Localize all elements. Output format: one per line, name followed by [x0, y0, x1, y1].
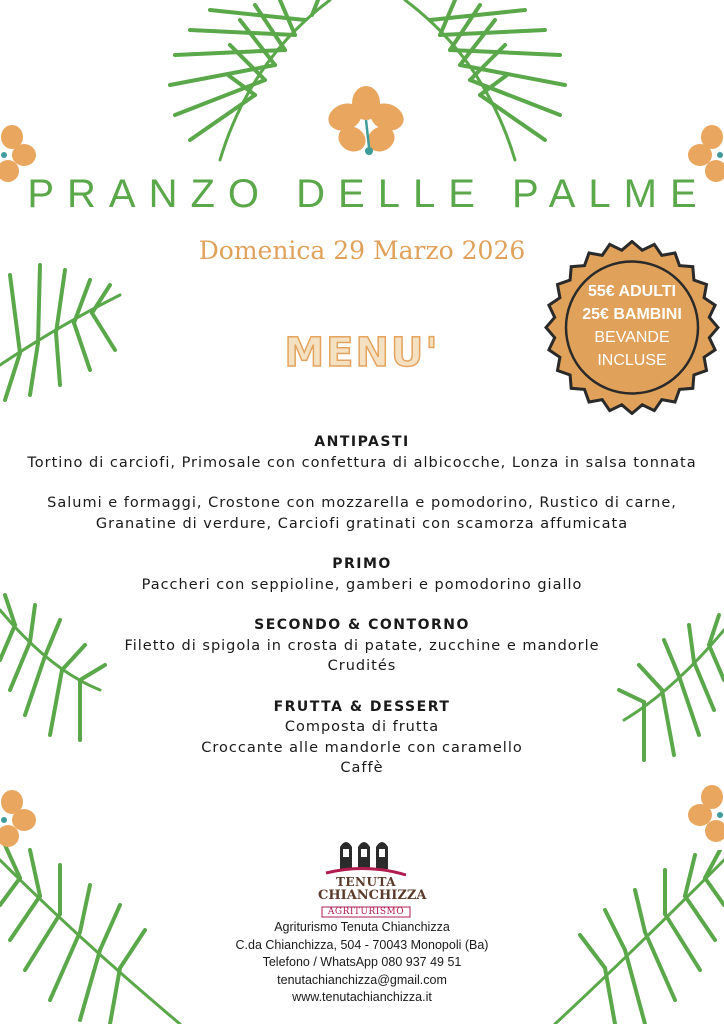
page-title: PRANZO DELLE PALME: [27, 172, 710, 216]
logo-name-line2: CHIANCHIZZA: [318, 888, 427, 903]
phone-number: Telefono / WhatsApp 080 937 49 51: [262, 955, 462, 969]
primo-line: Paccheri con seppioline, gamberi e pomodorino giallo: [141, 576, 583, 593]
dessert-line: Composta di frutta: [284, 719, 440, 735]
business-address: C.da Chianchizza, 504 - 70043 Monopoli (Ba): [235, 937, 489, 952]
antipasti-line: Tortino di carciofi, Primosale con confettura di albicocche, Lonza in salsa tonnata: [27, 454, 697, 471]
secondo-line: Crudités: [327, 658, 397, 674]
business-name: Agriturismo Tenuta Chianchizza: [274, 920, 450, 934]
badge-drinks-line2: INCLUSE: [597, 352, 667, 369]
secondo-line: Filetto di spigola in crosta di patate, zucchine e mandorle: [124, 637, 600, 654]
antipasti-line: Salumi e formaggi, Crostone con mozzarella e pomodorino, Rustico di carne,: [47, 495, 677, 511]
event-date: Domenica 29 Marzo 2026: [198, 236, 526, 265]
hibiscus-flower-top-icon: [325, 85, 407, 160]
logo-subtitle: AGRITURISMO: [327, 907, 405, 917]
menu-body: [0, 432, 724, 779]
price-badge: [543, 280, 721, 372]
dessert-line: Croccante alle mandorle con caramello: [201, 739, 523, 756]
badge-child-price: 25€ BAMBINI: [582, 306, 682, 323]
menu-heading: MENU': [284, 330, 440, 376]
dessert-heading: FRUTTA & DESSERT: [273, 698, 451, 715]
hibiscus-flower-right-bottom-icon: [686, 785, 724, 845]
palm-leaf-top-left-icon: [80, 0, 340, 165]
contact-footer: [0, 919, 724, 1007]
primo-heading: PRIMO: [332, 556, 392, 572]
badge-drinks-line1: BEVANDE: [594, 329, 670, 346]
dessert-line: Caffè: [340, 760, 384, 776]
logo-name-line1: TENUTA: [335, 875, 397, 889]
hibiscus-flower-left-bottom-icon: [0, 790, 36, 850]
secondo-heading: SECONDO & CONTORNO: [254, 617, 470, 633]
email-link[interactable]: tenutachianchizza@gmail.com: [277, 972, 447, 987]
badge-adult-price: 55€ ADULTI: [587, 283, 676, 300]
antipasti-line: Granatine di verdure, Carciofi gratinati con scamorza affumicata: [95, 515, 629, 532]
antipasti-heading: ANTIPASTI: [314, 434, 410, 450]
website-link[interactable]: www.tenutachianchizza.it: [292, 990, 432, 1004]
palm-leaf-top-right-icon: [395, 0, 655, 165]
